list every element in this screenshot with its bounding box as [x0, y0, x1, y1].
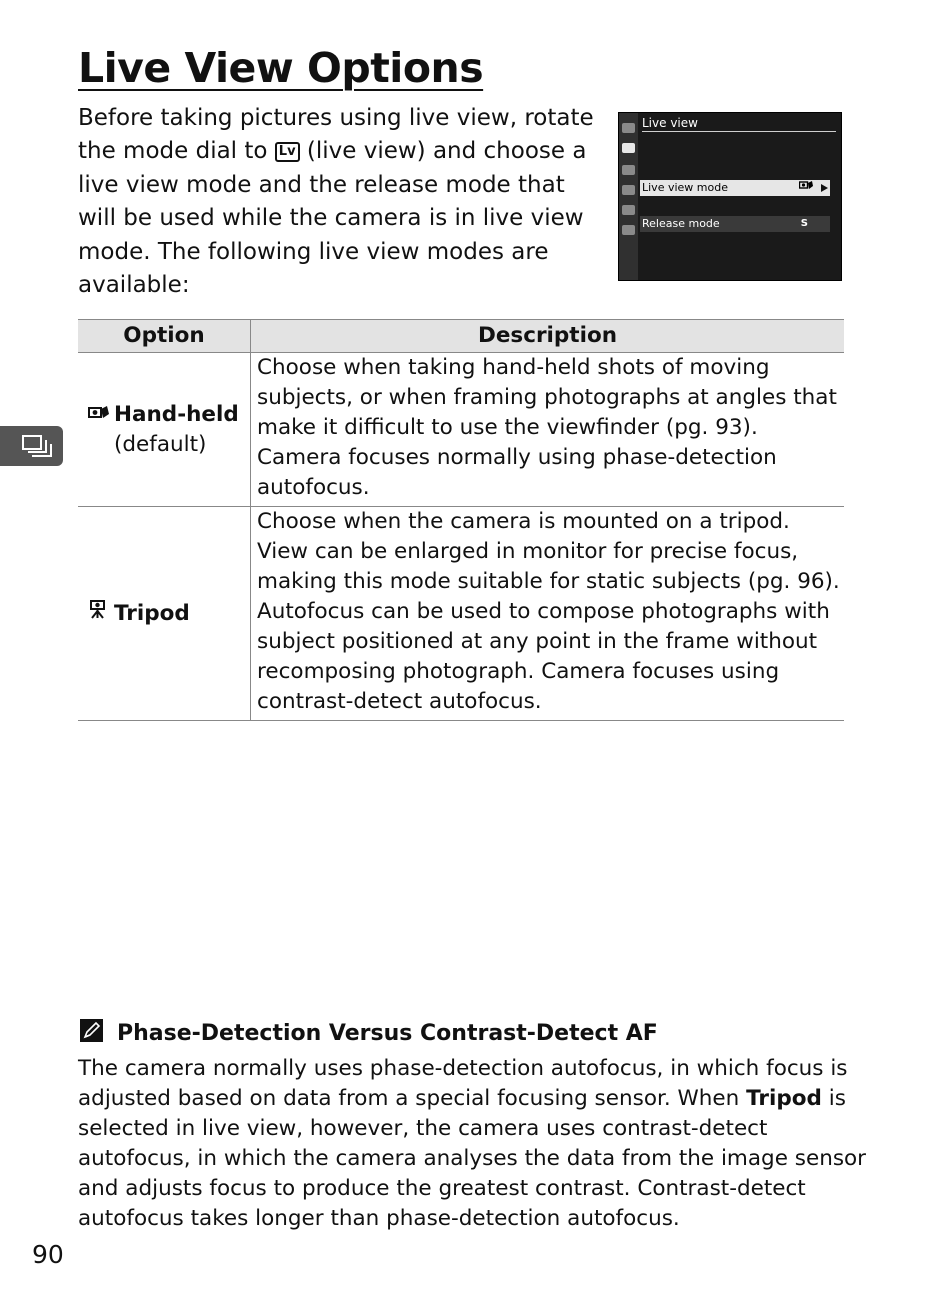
my-menu-icon: [622, 225, 635, 235]
camera-menu-row-live-view-mode: [640, 180, 830, 196]
camera-menu-row-label: Live view mode: [642, 181, 728, 194]
submenu-arrow-icon: [821, 184, 828, 192]
camera-menu-screenshot: [618, 112, 842, 281]
tripod-icon: [88, 599, 114, 629]
intro-text-before: Before taking pictures using live view, rotate the mode dial to: [78, 105, 594, 165]
option-name: Tripod: [114, 600, 190, 626]
option-cell: [78, 353, 251, 507]
live-view-icon: Lv: [275, 142, 300, 162]
intro-text-after: (live view) and choose a live view mode and the release mode that will be used while the camera is in live view mode. The following live view modes are available:: [78, 138, 587, 299]
playback-menu-icon: [622, 123, 635, 133]
hand-held-icon: [88, 400, 114, 430]
column-header-option: Option: [78, 320, 251, 353]
note-body-text-before: The camera normally uses phase-detection autofocus, in which focus is adjusted based on data from a special focusing sensor. When: [78, 1056, 848, 1111]
table-header-row: [78, 320, 844, 353]
camera-menu-row-label: Release mode: [642, 217, 720, 230]
live-view-options-table: [78, 319, 844, 721]
note-body-text-after: is selected in live view, however, the camera uses contrast-detect autofocus, in which the camera analyses the data from the image sensor and adjusts focus to produce the greatest contrast. Contrast-detect autofocus takes longer than phase-detection autofocus.: [78, 1086, 867, 1231]
page-number: 90: [32, 1240, 64, 1269]
column-header-description: Description: [251, 320, 845, 353]
hand-held-icon: [799, 180, 814, 196]
table-row: [78, 353, 844, 507]
camera-menu-row-value: S: [800, 218, 808, 229]
live-view-section-tab: [0, 426, 63, 466]
note-body-bold-term: Tripod: [746, 1086, 822, 1111]
custom-settings-icon: [622, 165, 635, 175]
intro-paragraph: [78, 102, 598, 302]
option-name: Hand-held: [114, 401, 239, 427]
camera-menu-title: Live view: [642, 115, 836, 132]
retouch-menu-icon: [622, 205, 635, 215]
option-description: Choose when taking hand-held shots of moving subjects, or when framing photographs at angles that make it difficult to use the viewfinder (pg. 93). Camera focuses normally using phase-detection autofocus.: [251, 353, 845, 507]
option-cell: [78, 507, 251, 721]
camera-menu-row-release-mode: [640, 216, 830, 232]
page-title: Live View Options: [78, 44, 484, 92]
note-body: [78, 1054, 868, 1234]
live-view-section-icon: [22, 435, 54, 457]
option-description: Choose when the camera is mounted on a tripod. View can be enlarged in monitor for precise focus, making this mode suitable for static subjects (pg. 96). Autofocus can be used to compose photographs with subject positioned at any point in the frame without recomposing photograph. Camera focuses using contrast-detect autofocus.: [251, 507, 845, 721]
note-pencil-icon: [80, 1019, 103, 1042]
option-default-label: (default): [114, 431, 207, 457]
setup-menu-icon: [622, 185, 635, 195]
note-title: Phase-Detection Versus Contrast-Detect AF: [117, 1021, 658, 1046]
shooting-menu-icon: [622, 143, 635, 153]
table-row: [78, 507, 844, 721]
camera-menu-sidebar: [619, 113, 638, 280]
